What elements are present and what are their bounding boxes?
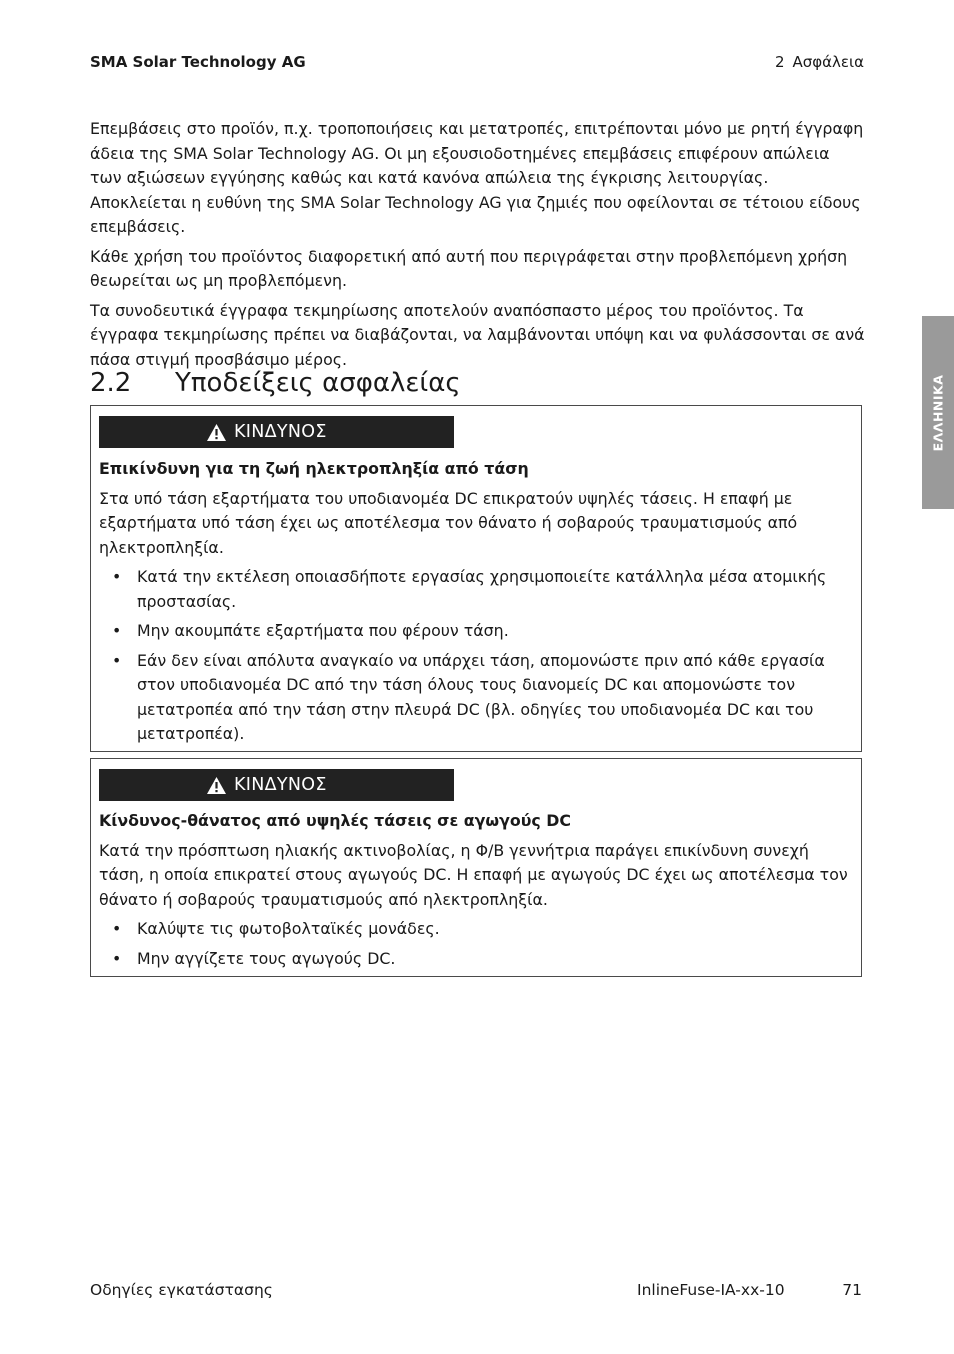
danger-title: Επικίνδυνη για τη ζωή ηλεκτροπληξία από τάση [99, 459, 529, 478]
danger-actions [99, 565, 849, 747]
intro-paragraph: Κάθε χρήση του προϊόντος διαφορετική από αυτή που περιγράφεται στην προβλεπόμενη χρήση θεωρείται ως μη προβλεπόμενη. [90, 246, 848, 290]
section-number: 2.2 [90, 368, 132, 398]
danger-description: Κατά την πρόσπτωση ηλιακής ακτινοβολίας, η Φ/Β γεννήτρια παράγει επικίνδυνη συνεχή τάση, η οποία επικρατεί στους αγωγούς DC. Η επαφή με αγωγούς DC έχει ως αποτέλεσμα τον θάνατο ή σοβαρούς τραυματισμούς από ηλεκτροπληξία. [99, 840, 848, 909]
intro-paragraph: Επεμβάσεις στο προϊόν, π.χ. τροποποιήσεις και μετατροπές, επιτρέπονται μόνο με ρητή έγγραφη άδεια της SMA Solar Technology AG. Οι μη εξουσιοδοτημένες επεμβάσεις επιφέρουν απώλεια των αξιώσεων εγγύησης καθώς και κατά κανόνα απώλεια της έγκρισης λειτουργίας. Αποκλείεται η ευθύνη της SMA Solar Technology AG για ζημιές που οφείλονται σε τέτοιου είδους επεμβάσεις. [90, 119, 864, 236]
danger-actions [99, 917, 849, 971]
list-item: • Μην αγγίζετε τους αγωγούς DC. [112, 948, 396, 968]
intro-paragraph: Τα συνοδευτικά έγγραφα τεκμηρίωσης αποτελούν αναπόσπαστο μέρος του προϊόντος. Τα έγγραφα τεκμηρίωσης πρέπει να διαβάζονται, να λαμβάνονται υπόψη και να φυλάσσονται σε ανά πάσα στιγμή προσβάσιμο μέρος. [90, 300, 865, 369]
header-chapter-title: Ασφάλεια [792, 53, 864, 71]
header-chapter [775, 53, 864, 71]
intro-text [90, 117, 865, 377]
danger-content [99, 809, 849, 976]
danger-banner [99, 769, 454, 801]
list-item-text: Μην ακουμπάτε εξαρτήματα που φέρουν τάση. [137, 621, 509, 640]
footer-doc-title: Οδηγίες εγκατάστασης [90, 1281, 273, 1299]
section-title: Υποδείξεις ασφαλείας [175, 368, 461, 398]
danger-title: Κίνδυνος-θάνατος από υψηλές τάσεις σε αγωγούς DC [99, 811, 571, 830]
list-item: • Εάν δεν είναι απόλυτα αναγκαίο να υπάρχει τάση, απομονώστε πριν από κάθε εργασία στον υποδιανομέα DC από την τάση όλους τους διανομείς DC και απομονώστε τον μετατροπέα από την τάση στην πλευρά DC (βλ. οδηγίες του υποδιανομέα DC και του μετατροπέα). [112, 650, 825, 743]
list-item: • Καλύψτε τις φωτοβολταϊκές μονάδες. [112, 919, 440, 938]
language-tab [922, 316, 954, 509]
section-heading [90, 364, 461, 402]
footer-doc-code: InlineFuse-IA-xx-10 [637, 1281, 785, 1299]
list-item-text: Μην αγγίζετε τους αγωγούς DC. [137, 948, 396, 968]
danger-label: ΚΙΝΔΥΝΟΣ [234, 422, 327, 442]
danger-description: Στα υπό τάση εξαρτήματα του υποδιανομέα DC επικρατούν υψηλές τάσεις. Η επαφή με εξαρτήματα υπό τάση έχει ως αποτέλεσμα τον θάνατο ή σοβαρούς τραυματισμούς από ηλεκτροπληξία. [99, 488, 798, 557]
language-tab-label: ΕΛΛΗΝΙΚΑ [930, 374, 946, 451]
list-item: • Μην ακουμπάτε εξαρτήματα που φέρουν τάση. [112, 621, 509, 640]
page-number: 71 [842, 1281, 862, 1299]
warning-triangle-icon [206, 776, 227, 795]
danger-banner [99, 416, 454, 448]
list-item-text: Κατά την εκτέλεση οποιασδήποτε εργασίας χρησιμοποιείτε κατάλληλα μέσα ατομικής προστασίας. [137, 567, 827, 611]
header-company: SMA Solar Technology AG [90, 53, 306, 71]
list-item-text: Εάν δεν είναι απόλυτα αναγκαίο να υπάρχει τάση, απομονώστε πριν από κάθε εργασία στον υποδιανομέα DC από την τάση όλους τους διανομείς DC και απομονώστε τον μετατροπέα από την τάση στην πλευρά DC (βλ. οδηγίες του υποδιανομέα DC και του μετατροπέα). [137, 650, 825, 743]
danger-content [99, 457, 849, 752]
list-item-text: Καλύψτε τις φωτοβολταϊκές μονάδες. [137, 919, 440, 938]
list-item: • Κατά την εκτέλεση οποιασδήποτε εργασίας χρησιμοποιείτε κατάλληλα μέσα ατομικής προστασίας. [112, 567, 827, 611]
danger-label: ΚΙΝΔΥΝΟΣ [234, 775, 327, 795]
danger-box [90, 405, 862, 752]
danger-box [90, 758, 862, 977]
warning-triangle-icon [206, 423, 227, 442]
header-chapter-number: 2 [774, 53, 785, 71]
